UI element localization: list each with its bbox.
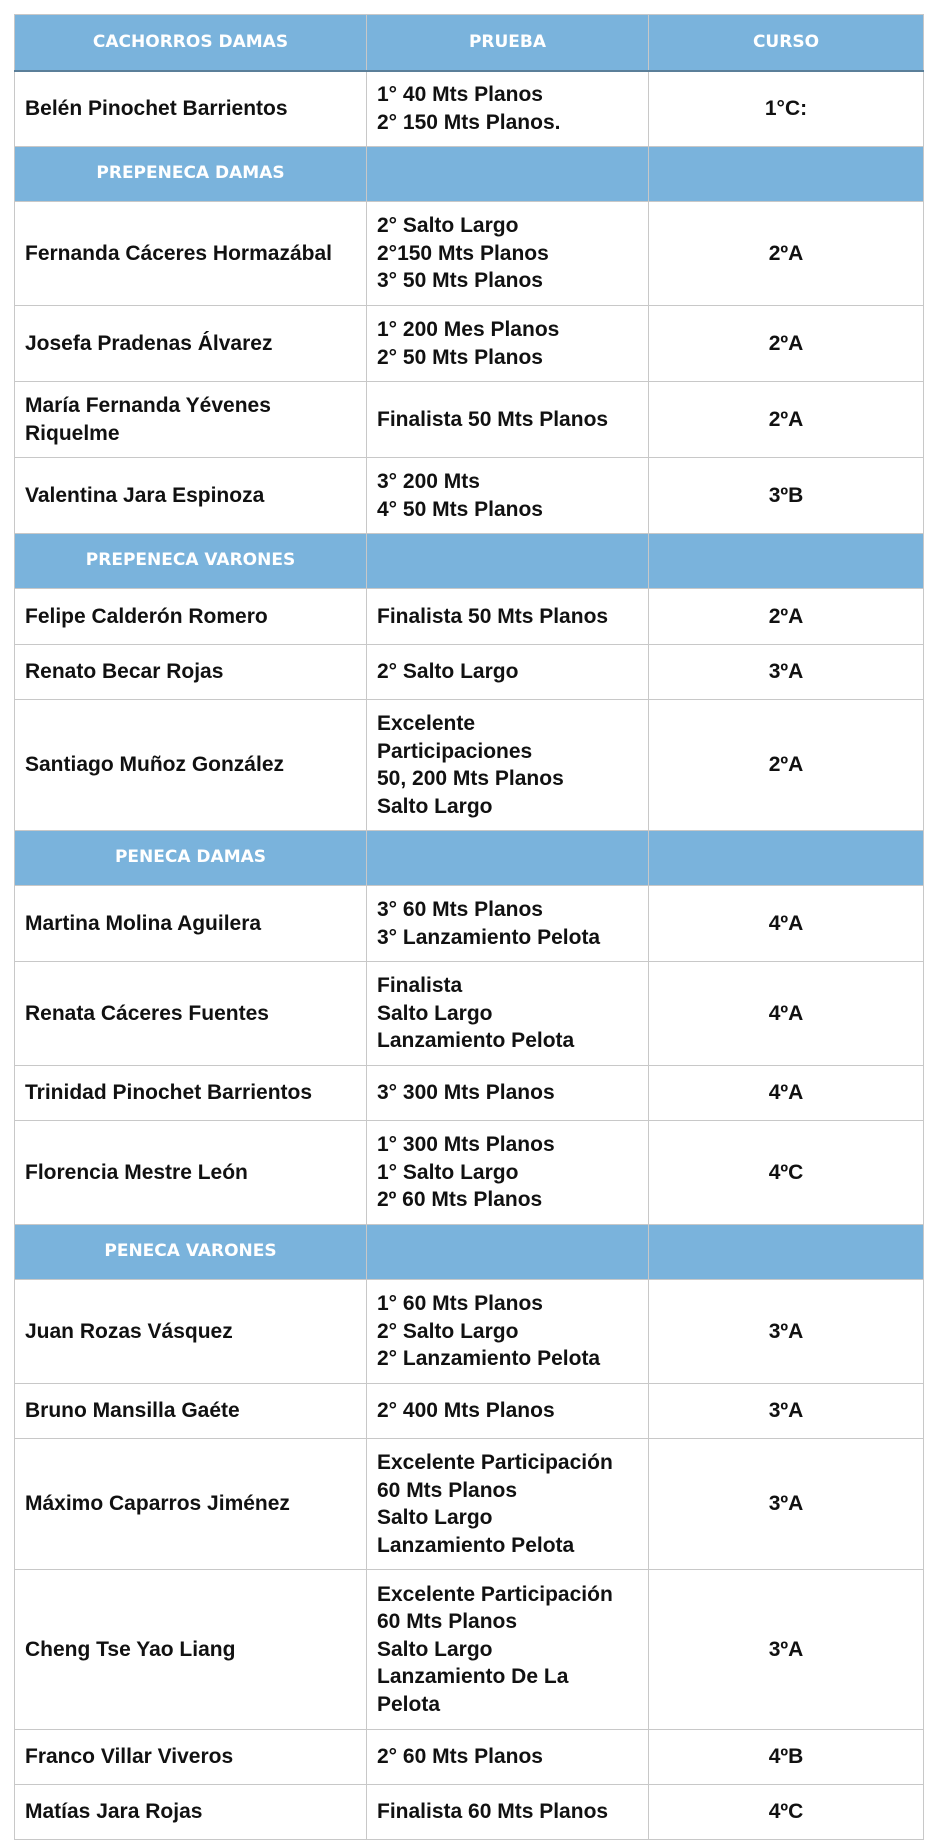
section-empty-cell xyxy=(367,147,649,202)
prueba-cell: Excelente Participación 60 Mts Planos Salto Largo Lanzamiento Pelota xyxy=(367,1439,649,1570)
section-label: PREPENECA DAMAS xyxy=(15,147,367,202)
curso-cell: 3ºA xyxy=(649,645,924,700)
curso-cell: 1°C: xyxy=(649,71,924,147)
section-header-row xyxy=(15,147,924,202)
prueba-cell: Finalista 50 Mts Planos xyxy=(367,589,649,645)
section-empty-cell xyxy=(649,534,924,589)
curso-cell: 4ºA xyxy=(649,886,924,962)
section-label: PREPENECA VARONES xyxy=(15,534,367,589)
athlete-name: Josefa Pradenas Álvarez xyxy=(15,306,367,382)
header-category: CACHORROS DAMAS xyxy=(15,15,367,71)
curso-cell: 2ºA xyxy=(649,700,924,831)
header-curso: CURSO xyxy=(649,15,924,71)
section-empty-cell xyxy=(649,831,924,886)
curso-cell: 3ºB xyxy=(649,458,924,534)
curso-cell: 2ºA xyxy=(649,382,924,458)
athlete-name: Franco Villar Viveros xyxy=(15,1730,367,1785)
table-row xyxy=(15,645,924,700)
prueba-cell: 3° 300 Mts Planos xyxy=(367,1066,649,1121)
table-row xyxy=(15,306,924,382)
table-row xyxy=(15,962,924,1066)
athlete-name: Valentina Jara Espinoza xyxy=(15,458,367,534)
athlete-name: Matías Jara Rojas xyxy=(15,1785,367,1840)
table-row xyxy=(15,1570,924,1730)
prueba-cell: 1° 300 Mts Planos 1° Salto Largo 2º 60 Mts Planos xyxy=(367,1121,649,1225)
athlete-name: Máximo Caparros Jiménez xyxy=(15,1439,367,1570)
curso-cell: 4ºC xyxy=(649,1785,924,1840)
prueba-cell: 3° 200 Mts 4° 50 Mts Planos xyxy=(367,458,649,534)
athlete-name: Cheng Tse Yao Liang xyxy=(15,1570,367,1730)
curso-cell: 3ºA xyxy=(649,1439,924,1570)
table-body xyxy=(15,71,924,1840)
curso-cell: 4ºA xyxy=(649,1066,924,1121)
curso-cell: 3ºA xyxy=(649,1280,924,1384)
table-row xyxy=(15,71,924,147)
curso-cell: 4ºA xyxy=(649,962,924,1066)
prueba-cell: 2° 60 Mts Planos xyxy=(367,1730,649,1785)
prueba-cell: Excelente Participaciones 50, 200 Mts Planos Salto Largo xyxy=(367,700,649,831)
prueba-cell: Excelente Participación 60 Mts Planos Salto Largo Lanzamiento De La Pelota xyxy=(367,1570,649,1730)
table-row xyxy=(15,1280,924,1384)
section-header-row xyxy=(15,1225,924,1280)
section-empty-cell xyxy=(649,147,924,202)
curso-cell: 2ºA xyxy=(649,202,924,306)
results-table xyxy=(14,14,924,1840)
section-empty-cell xyxy=(367,831,649,886)
prueba-cell: 1° 60 Mts Planos 2° Salto Largo 2° Lanzamiento Pelota xyxy=(367,1280,649,1384)
curso-cell: 4ºB xyxy=(649,1730,924,1785)
table-row xyxy=(15,458,924,534)
athlete-name: Florencia Mestre León xyxy=(15,1121,367,1225)
header-prueba: PRUEBA xyxy=(367,15,649,71)
table-row xyxy=(15,1439,924,1570)
table-row xyxy=(15,1121,924,1225)
prueba-cell: Finalista Salto Largo Lanzamiento Pelota xyxy=(367,962,649,1066)
athlete-name: María Fernanda Yévenes Riquelme xyxy=(15,382,367,458)
section-empty-cell xyxy=(367,534,649,589)
athlete-name: Felipe Calderón Romero xyxy=(15,589,367,645)
section-header-row xyxy=(15,831,924,886)
prueba-cell: 2° Salto Largo 2°150 Mts Planos 3° 50 Mts Planos xyxy=(367,202,649,306)
table-row xyxy=(15,700,924,831)
prueba-cell: 2° Salto Largo xyxy=(367,645,649,700)
athlete-name: Belén Pinochet Barrientos xyxy=(15,71,367,147)
prueba-cell: Finalista 50 Mts Planos xyxy=(367,382,649,458)
athlete-name: Renato Becar Rojas xyxy=(15,645,367,700)
athlete-name: Renata Cáceres Fuentes xyxy=(15,962,367,1066)
curso-cell: 2ºA xyxy=(649,306,924,382)
prueba-cell: 2° 400 Mts Planos xyxy=(367,1384,649,1439)
curso-cell: 3ºA xyxy=(649,1570,924,1730)
athlete-name: Juan Rozas Vásquez xyxy=(15,1280,367,1384)
table-row xyxy=(15,382,924,458)
section-empty-cell xyxy=(649,1225,924,1280)
section-empty-cell xyxy=(367,1225,649,1280)
table-row xyxy=(15,1785,924,1840)
table-row xyxy=(15,589,924,645)
table-row xyxy=(15,886,924,962)
prueba-cell: 1° 40 Mts Planos 2° 150 Mts Planos. xyxy=(367,71,649,147)
table-row xyxy=(15,1384,924,1439)
prueba-cell: Finalista 60 Mts Planos xyxy=(367,1785,649,1840)
athlete-name: Fernanda Cáceres Hormazábal xyxy=(15,202,367,306)
curso-cell: 4ºC xyxy=(649,1121,924,1225)
table-row xyxy=(15,1066,924,1121)
section-label: PENECA DAMAS xyxy=(15,831,367,886)
section-label: PENECA VARONES xyxy=(15,1225,367,1280)
prueba-cell: 1° 200 Mes Planos 2° 50 Mts Planos xyxy=(367,306,649,382)
prueba-cell: 3° 60 Mts Planos 3° Lanzamiento Pelota xyxy=(367,886,649,962)
athlete-name: Bruno Mansilla Gaéte xyxy=(15,1384,367,1439)
curso-cell: 2ºA xyxy=(649,589,924,645)
header-row xyxy=(15,15,924,71)
athlete-name: Martina Molina Aguilera xyxy=(15,886,367,962)
athlete-name: Santiago Muñoz González xyxy=(15,700,367,831)
athlete-name: Trinidad Pinochet Barrientos xyxy=(15,1066,367,1121)
table-row xyxy=(15,1730,924,1785)
curso-cell: 3ºA xyxy=(649,1384,924,1439)
section-header-row xyxy=(15,534,924,589)
table-row xyxy=(15,202,924,306)
